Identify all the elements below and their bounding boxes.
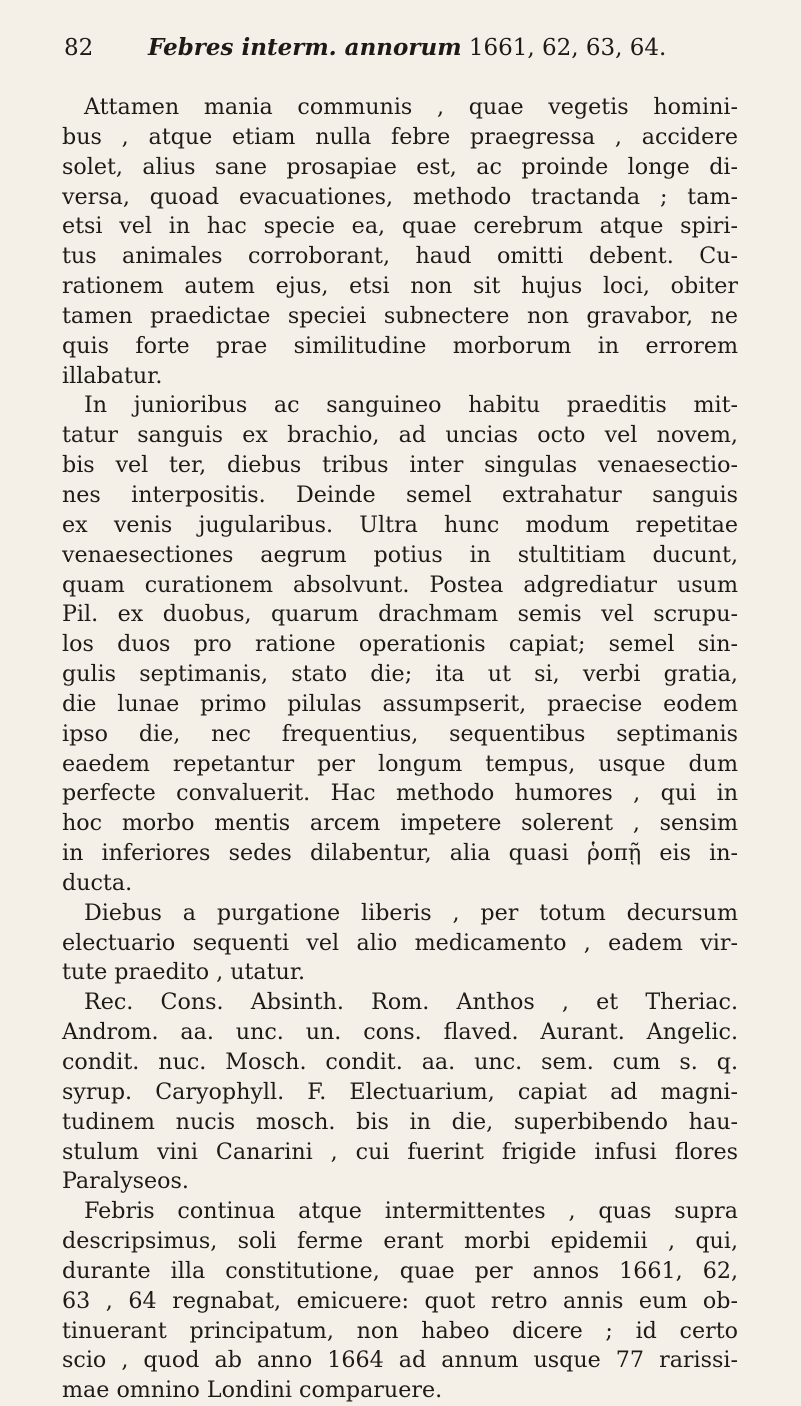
text-line: illabatur. xyxy=(62,362,163,389)
text-line: eaedem repetantur per longum tempus, usque dum xyxy=(62,750,738,777)
text-line: bis vel ter, diebus tribus inter singulas venaesectio- xyxy=(62,452,738,479)
text-line: ex venis jugularibus. Ultra hunc modum repetitae xyxy=(62,511,738,538)
text-line: mae omnino Londini comparuere. xyxy=(62,1377,443,1404)
text-line: tudinem nucis mosch. bis in die, superbibendo hau- xyxy=(62,1108,738,1135)
text-line: hoc morbo mentis arcem impetere solerent , sensim xyxy=(62,810,738,837)
text-line: In junioribus ac sanguineo habitu praeditis mit- xyxy=(84,392,738,419)
text-line: tus animales corroborant, haud omitti debent. Cu- xyxy=(62,243,738,270)
text-line: Pil. ex duobus, quarum drachmam semis vel scrupu- xyxy=(62,601,738,628)
running-title-italic: Febres interm. annorum xyxy=(148,34,462,61)
page-number: 82 xyxy=(64,35,94,61)
text-line: versa, quoad evacuationes, methodo tractanda ; tam- xyxy=(62,183,738,210)
paragraph xyxy=(62,1197,738,1406)
running-header xyxy=(64,28,761,68)
text-line: ducta. xyxy=(62,869,133,896)
text-line: bus , atque etiam nulla febre praegressa , accidere xyxy=(62,123,738,150)
text-line: Febris continua atque intermittentes , quas supra xyxy=(84,1198,738,1225)
text-line: electuario sequenti vel alio medicamento , eadem vir- xyxy=(62,929,738,956)
text-line: Rec. Cons. Absinth. Rom. Anthos , et Theriac. xyxy=(84,989,738,1016)
text-line: los duos pro ratione operationis capiat; semel sin- xyxy=(62,631,738,658)
body-text xyxy=(62,93,738,1406)
text-line: gulis septimanis, stato die; ita ut si, verbi gratia, xyxy=(62,661,738,688)
text-line: tute praedito , utatur. xyxy=(62,959,306,986)
text-line: descripsimus, soli ferme erant morbi epidemii , qui, xyxy=(62,1228,738,1255)
text-line: syrup. Caryophyll. F. Electuarium, capiat ad magni- xyxy=(62,1078,738,1105)
text-line: Paralyseos. xyxy=(62,1168,189,1195)
text-line: etsi vel in hac specie ea, quae cerebrum atque spiri- xyxy=(62,213,738,240)
text-line: tatur sanguis ex brachio, ad uncias octo vel novem, xyxy=(62,422,738,449)
text-line: tamen praedictae speciei subnectere non gravabor, ne xyxy=(62,302,738,329)
running-title-years: 1661, 62, 63, 64. xyxy=(468,35,667,61)
paragraph xyxy=(62,391,738,898)
text-line: solet, alius sane prosapiae est, ac proinde longe di- xyxy=(62,153,738,180)
text-line: scio , quod ab anno 1664 ad annum usque 77 rarissi- xyxy=(62,1347,738,1374)
text-line: in inferiores sedes dilabentur, alia quasi ῥοπῇ eis in- xyxy=(62,840,738,867)
text-line: durante illa constitutione, quae per annos 1661, 62, xyxy=(62,1257,738,1284)
text-line: nes interpositis. Deinde semel extrahatur sanguis xyxy=(62,481,738,508)
text-line: 63 , 64 regnabat, emicuere: quot retro annis eum ob- xyxy=(62,1287,738,1314)
text-line: condit. nuc. Mosch. condit. aa. unc. sem. cum s. q. xyxy=(62,1049,738,1075)
text-line: stulum vini Canarini , cui fuerint frigide infusi flores xyxy=(62,1138,738,1165)
text-line: ipso die, nec frequentius, sequentibus septimanis xyxy=(62,720,738,747)
text-line: venaesectiones aegrum potius in stultitiam ducunt, xyxy=(62,541,738,568)
text-line: Attamen mania communis , quae vegetis homini- xyxy=(84,94,738,120)
paragraph xyxy=(62,988,738,1197)
text-line: Diebus a purgatione liberis , per totum decursum xyxy=(84,899,738,926)
paragraph xyxy=(62,93,738,391)
text-line: quam curationem absolvunt. Postea adgrediatur usum xyxy=(62,571,738,598)
text-line: rationem autem ejus, etsi non sit hujus loci, obiter xyxy=(62,273,738,300)
text-line: tinuerant principatum, non habeo dicere ; id certo xyxy=(62,1317,738,1344)
text-line: perfecte convaluerit. Hac methodo humores , qui in xyxy=(62,780,738,807)
paragraph xyxy=(62,899,738,989)
running-title xyxy=(148,28,666,68)
text-line: Androm. aa. unc. un. cons. flaved. Aurant. Angelic. xyxy=(62,1019,738,1046)
text-line: die lunae primo pilulas assumpserit, praecise eodem xyxy=(62,690,738,717)
text-line: quis forte prae similitudine morborum in errorem xyxy=(62,332,738,359)
